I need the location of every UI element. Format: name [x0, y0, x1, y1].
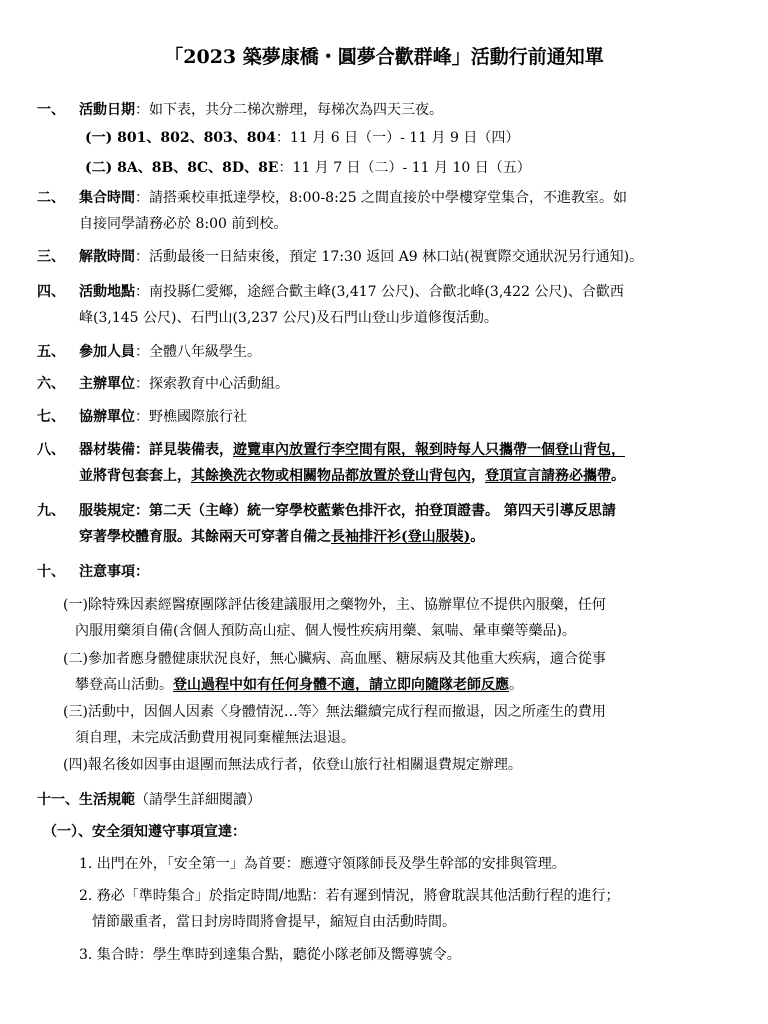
note-3-line-1: (三)活動中，因個人因素〈身體情況…等〉無法繼續完成行程而撤退，因之所產生的費用: [63, 704, 606, 720]
section-10-colon: ：: [135, 564, 149, 580]
section-8-declaration-notice: 登頂宣言請務必攜帶: [485, 468, 611, 484]
section-9-text-1: ：第二天（主峰）統一穿學校藍紫色排汗衣，拍登頂證書。 第四天引導反思請: [135, 503, 616, 519]
section-7-number: 七、: [37, 409, 65, 425]
section-1-batch-1: [85, 129, 519, 147]
section-9-long-sleeve-notice: 長袖排汗衫(登山服裝): [331, 529, 471, 545]
section-8-text-2c: ，: [471, 468, 485, 484]
note-2-line-1: (二)參加者應身體健康狀況良好，無心臟病、高血壓、糖尿病及其他重大疾病，適合從事: [63, 651, 606, 667]
section-2-line-1: [79, 189, 627, 207]
section-4-number: 四、: [37, 284, 65, 300]
batch-2-dates: ：11 月 7 日（二）- 11 月 10 日（五）: [278, 160, 531, 176]
section-4-line-1: [79, 283, 624, 301]
section-1-number: 一、: [37, 102, 65, 118]
document-title: 「2023 築夢康橋・圓夢合歡群峰」活動行前通知單: [164, 46, 604, 68]
section-9-line-2: [79, 528, 484, 546]
rule-3: 3. 集合時：學生準時到達集合點，聽從小隊老師及嚮導號令。: [79, 947, 461, 963]
section-6-label: 主辦單位: [79, 376, 135, 392]
section-1-text: ：如下表，共分二梯次辦理，每梯次為四天三夜。: [135, 102, 443, 118]
section-8-luggage-notice: 遊覽車內放置行李空間有限，報到時每人只攜帶一個登山背包，: [233, 442, 625, 458]
rule-2-line-2: 情節嚴重者，當日封房時間將會提早，縮短自由活動時間。: [92, 914, 456, 930]
section-9-label: 服裝規定: [79, 503, 135, 519]
section-5-number: 五、: [37, 344, 65, 360]
note-4-line-1: (四)報名後如因事由退團而無法成行者，依登山旅行社相關退費規定辦理。: [63, 757, 522, 773]
section-9-text-2c: 。: [470, 529, 485, 545]
section-8-line-1: [79, 441, 625, 459]
section-11-sub-label: 安全須知遵守事項宣達：: [92, 824, 246, 840]
section-11-sub-heading: [43, 823, 246, 841]
section-4-text-1: ：南投縣仁愛鄉，途經合歡主峰(3,417 公尺)、合歡北峰(3,422 公尺)、合歡西: [135, 284, 624, 300]
rule-1: 1. 出門在外，「安全第一」為首要：應遵守領隊師長及學生幹部的安排與管理。: [79, 856, 566, 872]
section-8-text-1a: ：詳見裝備表，: [135, 442, 233, 458]
section-8-number: 八、: [37, 442, 65, 458]
section-5-label: 參加人員: [79, 344, 135, 360]
section-10-line: [79, 563, 149, 581]
section-5-line: [79, 343, 261, 361]
section-4-label: 活動地點: [79, 284, 135, 300]
section-8-backpack-notice: 其餘換洗衣物或相關物品都放置於登山背包內: [191, 468, 471, 484]
section-7-line: [79, 408, 247, 426]
section-2-text-1: ：請搭乘校車抵達學校，8:00-8:25 之間直接於中學樓穿堂集合，不進教室。如: [135, 190, 628, 206]
section-3-number: 三、: [37, 249, 65, 265]
section-11-label: 生活規範: [79, 792, 135, 808]
note-2-text-a: 攀登高山活動。: [75, 677, 173, 693]
section-7-label: 協辦單位: [79, 409, 135, 425]
section-11-number: 十一、: [37, 792, 79, 808]
section-3-label: 解散時間: [79, 249, 135, 265]
rule-2-line-1: 2. 務必「準時集合」於指定時間/地點：若有遲到情況，將會耽誤其他活動行程的進行；: [79, 888, 620, 904]
section-10-number: 十、: [37, 564, 65, 580]
section-2-number: 二、: [37, 190, 65, 206]
section-8-label: 器材裝備: [79, 442, 135, 458]
section-1-batch-2: [85, 159, 531, 177]
note-1-line-1: (一)除特殊因素經醫療團隊評估後建議服用之藥物外，主、協辦單位不提供內服藥，任何: [63, 597, 606, 613]
note-1-line-2: 內服用藥須自備(含個人預防高山症、個人慢性疾病用藥、氣喘、暈車藥等藥品)。: [75, 623, 576, 639]
section-6-text: ：探索教育中心活動組。: [135, 376, 289, 392]
batch-1-label: (一) 801、802、803、804: [85, 130, 277, 146]
section-1-label: 活動日期: [79, 102, 135, 118]
section-6-line: [79, 375, 289, 393]
section-8-line-2: [79, 467, 625, 485]
section-7-text: ：野樵國際旅行社: [135, 409, 247, 425]
section-6-number: 六、: [37, 376, 65, 392]
section-5-text: ：全體八年級學生。: [135, 344, 261, 360]
section-4-line-2: 峰(3,145 公尺)、石門山(3,237 公尺)及石門山登山步道修復活動。: [79, 310, 498, 326]
section-3-text: ：活動最後一日結束後，預定 17:30 返回 A9 林口站(視實際交通狀況另行通知)。: [135, 249, 644, 265]
section-9-text-2a: 穿著學校體育服。其餘兩天可穿著自備之: [79, 529, 331, 545]
section-9-line-1: [79, 502, 616, 520]
section-11-sub-number: （一）、: [43, 824, 92, 840]
section-10-label: 注意事項: [79, 564, 135, 580]
note-2-line-2: [75, 676, 523, 694]
note-2-text-c: 。: [509, 677, 523, 693]
note-3-line-2: 須自理，未完成活動費用視同棄權無法退退。: [75, 730, 355, 746]
section-1-line: [79, 101, 443, 119]
batch-2-label: (二) 8A、8B、8C、8D、8E: [85, 160, 279, 176]
section-11-heading: [37, 791, 261, 809]
section-2-label: 集合時間: [79, 190, 135, 206]
note-2-discomfort-notice: 登山過程中如有任何身體不適，請立即向隨隊老師反應: [173, 677, 509, 693]
section-8-text-2e: 。: [611, 468, 625, 484]
section-11-note: （請學生詳細閱讀）: [135, 792, 261, 808]
batch-1-dates: ：11 月 6 日（一）- 11 月 9 日（四）: [276, 130, 520, 146]
section-2-line-2: 自接同學請務必於 8:00 前到校。: [79, 216, 288, 232]
section-3-line: [79, 248, 643, 266]
section-8-text-2a: 並將背包套套上，: [79, 468, 191, 484]
section-9-number: 九、: [37, 503, 65, 519]
